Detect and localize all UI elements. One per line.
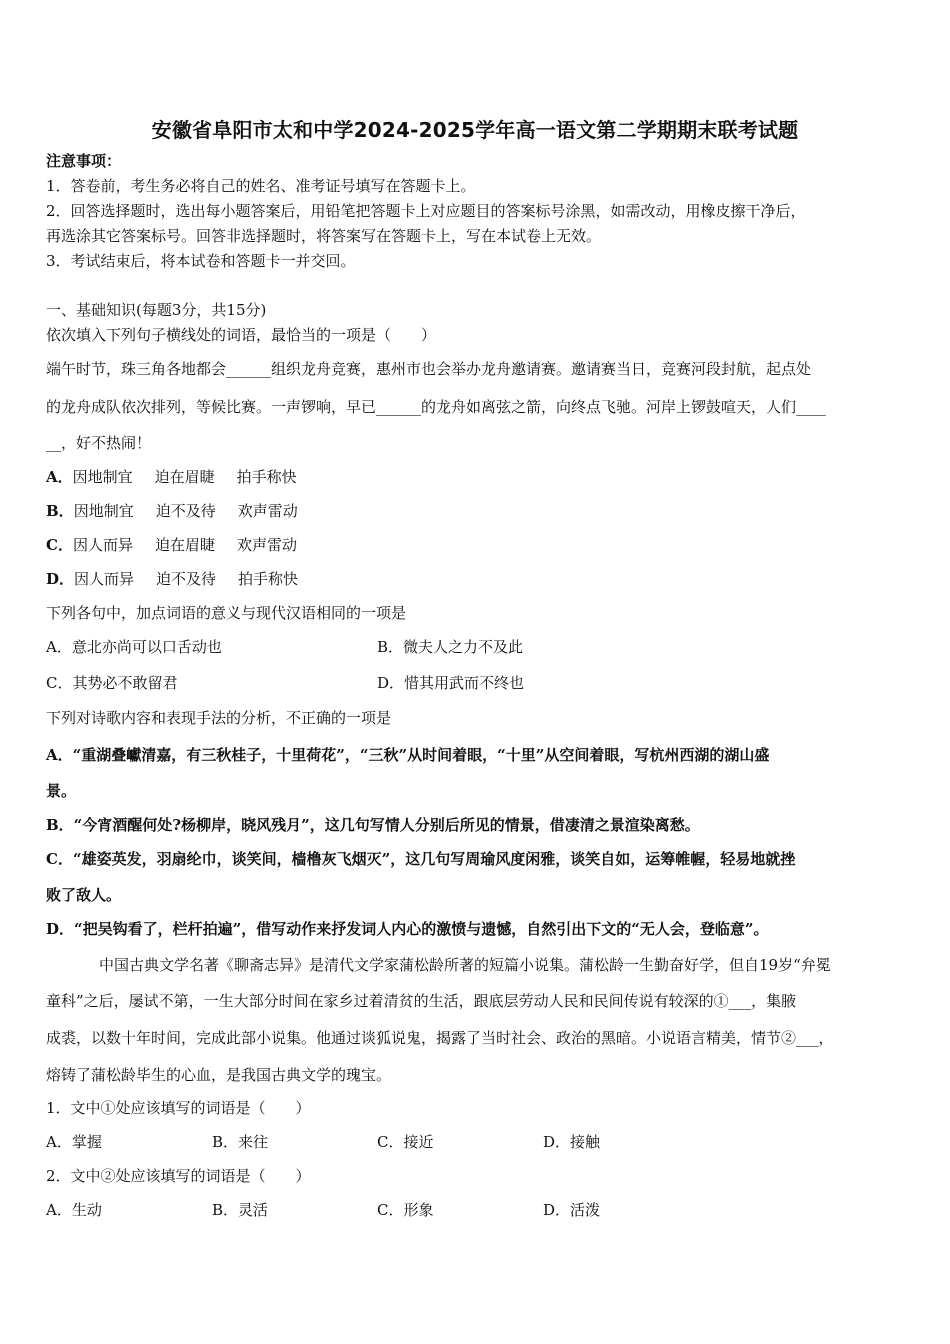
q3-option-b[interactable]: B．“今宵酒醒何处?杨柳岸，晓风残月”，这几句写情人分别后所见的情景，借凄清之景渲染离愁。 [46, 816, 700, 834]
q5-stem: 2．文中②处应该填写的词语是（ ） [46, 1167, 311, 1185]
q5-option-a[interactable]: A．生动 [46, 1201, 102, 1219]
q2-stem: 下列各句中，加点词语的意义与现代汉语相同的一项是 [46, 604, 407, 622]
q4-option-b[interactable]: B．来往 [212, 1133, 269, 1151]
notice-heading: 注意事项： [46, 152, 122, 170]
q1-option-d[interactable]: D．因人而异 迫不及待 拍手称快 [46, 570, 299, 588]
passage-line-3: 成裘，以数十年时间，完成此部小说集。他通过谈狐说鬼，揭露了当时社会、政治的黑暗。小说语言精美，情节②___， [46, 1029, 834, 1047]
q4-option-a[interactable]: A．掌握 [46, 1133, 102, 1151]
q4-option-d[interactable]: D．接触 [543, 1133, 601, 1151]
q1-passage-line-3: __，好不热闹！ [46, 434, 152, 452]
q3-option-a-line-2[interactable]: 景。 [46, 782, 77, 800]
passage-line-1: 中国古典文学名著《聊斋志异》是清代文学家蒲松龄所著的短篇小说集。蒲松龄一生勤奋好学，但自19岁“弁冕 [99, 956, 831, 974]
q3-option-c-line-2[interactable]: 败了敌人。 [46, 886, 122, 904]
q2-option-b[interactable]: B．微夫人之力不及此 [377, 638, 524, 656]
q5-option-c[interactable]: C．形象 [377, 1201, 434, 1219]
q4-stem: 1．文中①处应该填写的词语是（ ） [46, 1099, 311, 1117]
q5-option-b[interactable]: B．灵活 [212, 1201, 269, 1219]
q4-option-c[interactable]: C．接近 [377, 1133, 434, 1151]
q1-passage-line-1: 端午时节，珠三角各地都会______组织龙舟竞赛，惠州市也会举办龙舟邀请赛。邀请赛当日，竞赛河段封航，起点处 [46, 360, 812, 378]
notice-line-2a: 2．回答选择题时，选出每小题答案后，用铅笔把答题卡上对应题目的答案标号涂黑，如需改动，用橡皮擦干净后， [46, 202, 806, 220]
passage-line-2: 童科”之后，屡试不第，一生大部分时间在家乡过着清贫的生活，跟底层劳动人民和民间传说有较深的①___，集腋 [46, 992, 797, 1010]
q2-option-d[interactable]: D．惜其用武而不终也 [377, 674, 525, 692]
q1-passage-line-2: 的龙舟成队依次排列，等候比赛。一声锣响，早已______的龙舟如离弦之箭，向终点飞驰。河岸上锣鼓喧天，人们____ [46, 398, 827, 416]
notice-line-1: 1．答卷前，考生务必将自己的姓名、准考证号填写在答题卡上。 [46, 177, 476, 195]
passage-line-4: 熔铸了蒲松龄毕生的心血，是我国古典文学的瑰宝。 [46, 1066, 392, 1084]
q1-option-a[interactable]: A．因地制宜 迫在眉睫 拍手称快 [46, 468, 297, 486]
q5-option-d[interactable]: D．活泼 [543, 1201, 601, 1219]
q2-option-a[interactable]: A．意北亦尚可以口舌动也 [46, 638, 222, 656]
page-title: 安徽省阜阳市太和中学2024-2025学年高一语文第二学期期末联考试题 [151, 118, 799, 142]
q3-option-d[interactable]: D．“把吴钩看了，栏杆拍遍”，借写动作来抒发词人内心的激愤与遗憾，自然引出下文的“无人会，登临意”。 [46, 920, 769, 938]
q3-option-c-line-1[interactable]: C．“雄姿英发，羽扇纶巾，谈笑间，樯橹灰飞烟灭”，这几句写周瑜风度闲雅，谈笑自如，运筹帷幄，轻易地就挫 [46, 850, 796, 868]
notice-line-2b: 再选涂其它答案标号。回答非选择题时，将答案写在答题卡上，写在本试卷上无效。 [46, 227, 602, 245]
q3-option-a-line-1[interactable]: A．“重湖叠巘清嘉，有三秋桂子，十里荷花”，“三秋”从时间着眼，“十里”从空间着眼，写杭州西湖的湖山盛 [46, 746, 770, 764]
q2-option-c[interactable]: C．其势必不敢留君 [46, 674, 178, 692]
q3-stem: 下列对诗歌内容和表现手法的分析，不正确的一项是 [46, 709, 392, 727]
section-heading: 一、基础知识(每题3分，共15分) [46, 301, 267, 319]
q1-option-c[interactable]: C．因人而异 迫在眉睫 欢声雷动 [46, 536, 297, 554]
notice-line-3: 3．考试结束后，将本试卷和答题卡一并交回。 [46, 252, 356, 270]
q1-stem: 依次填入下列句子横线处的词语，最恰当的一项是（ ） [46, 326, 437, 344]
q1-option-b[interactable]: B．因地制宜 迫不及待 欢声雷动 [46, 502, 298, 520]
